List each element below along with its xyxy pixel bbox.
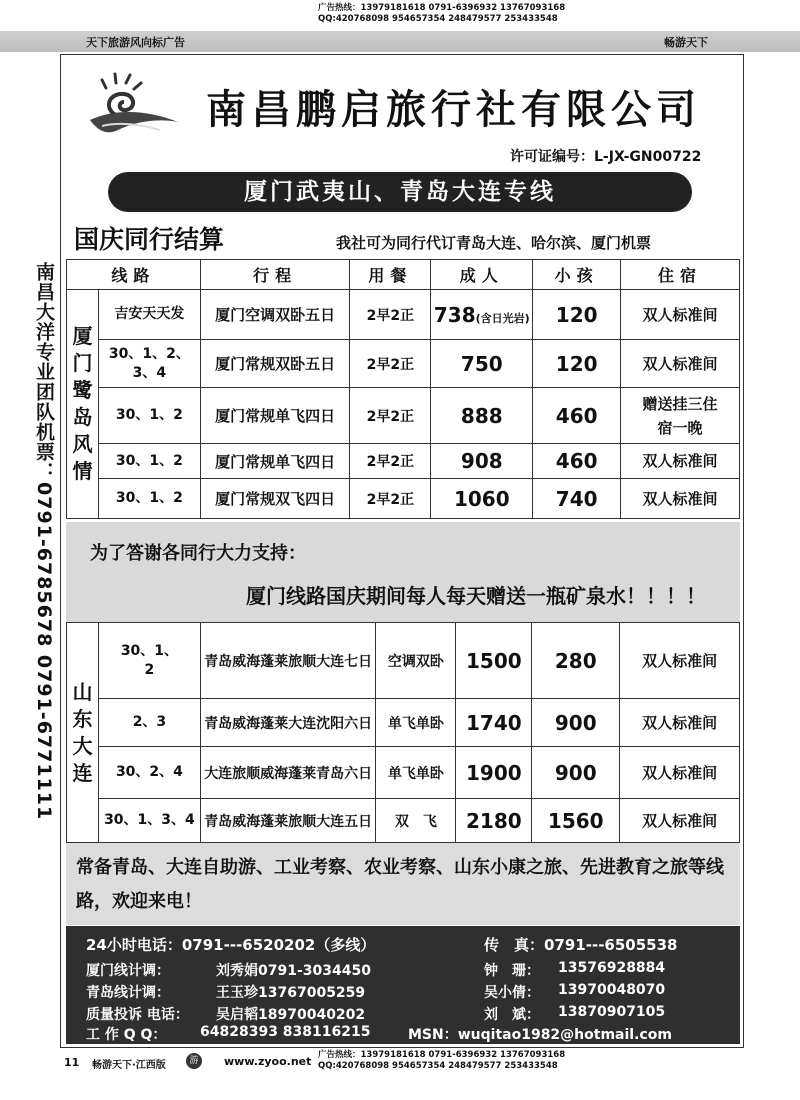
departure-dates: 30、1、2: [98, 388, 200, 444]
itinerary-name: 厦门空调双卧五日: [200, 290, 350, 340]
meals: 2早2正: [350, 388, 431, 444]
ticket-booking-note: 我社可为同行代订青岛大连、哈尔滨、厦门机票: [336, 234, 652, 252]
accommodation: 双人标准间: [621, 340, 740, 388]
departure-dates: 2、3: [98, 699, 200, 747]
meals: 2早2正: [350, 340, 431, 388]
header-accommodation: 住宿: [621, 260, 740, 290]
promo-thanks: 为了答谢各同行大力支持：: [90, 543, 306, 564]
header-child: 小孩: [533, 260, 621, 290]
transport: 单飞单卧: [376, 747, 456, 799]
departure-dates: 30、1、2: [98, 479, 200, 519]
meals: 2早2正: [350, 444, 431, 479]
liu-phone: 13870907105: [558, 1004, 666, 1020]
accommodation: 双人标准间: [621, 290, 740, 340]
magazine-badge-icon: 游: [186, 1053, 202, 1069]
table-header-row: [67, 260, 740, 290]
itinerary-name: 厦门常规单飞四日: [200, 444, 350, 479]
adult-price: 908: [431, 444, 533, 479]
adult-price: 750: [431, 340, 533, 388]
accommodation: 双人标准间: [620, 623, 740, 699]
accommodation: 双人标准间: [621, 479, 740, 519]
child-price: 460: [533, 388, 621, 444]
departure-dates: 30、1、2、3、4: [98, 340, 200, 388]
accommodation: 双人标准间: [620, 799, 740, 843]
magazine-name: 畅游天下·江西版: [92, 1060, 166, 1071]
adult-price-note: (含日光岩): [475, 311, 530, 325]
child-price: 1560: [532, 799, 620, 843]
header-hotline-line1: 广告热线：13979181618 0791-6396932 13767093168: [318, 3, 566, 13]
route-banner: 厦门武夷山、青岛大连专线: [108, 172, 692, 212]
hotline-24h: 24小时电话：0791---6520202（多线）: [86, 936, 376, 954]
license-number: 许可证编号：L-JX-GN00722: [510, 149, 702, 165]
footer-hotline-line1: 广告热线：13979181618 0791-6396932 13767093168: [318, 1050, 566, 1060]
shandong-price-table: [66, 622, 740, 843]
wu-label: 吴小倩：: [484, 985, 540, 1001]
table-row: [67, 444, 740, 479]
xiamen-group-label: 厦门鹭岛风情: [67, 290, 99, 519]
xiamen-planner-value: 刘秀娟0791-3034450: [216, 963, 371, 979]
table-row: [67, 388, 740, 444]
xiamen-planner-label: 厦门线计调：: [86, 963, 170, 979]
website-url: www.zyoo.net: [224, 1055, 312, 1068]
adult-price: 1060: [431, 479, 533, 519]
work-qq-label: 工 作 Q Q：: [86, 1027, 167, 1043]
adult-price: 888: [431, 388, 533, 444]
liu-label: 刘 斌：: [484, 1007, 540, 1023]
itinerary-name: 厦门常规单飞四日: [200, 388, 350, 444]
header-hotline: [318, 3, 565, 25]
promo-offer: 厦门线路国庆期间每人每天赠送一瓶矿泉水！！！！: [246, 584, 706, 608]
departure-dates: 30、2、4: [98, 747, 200, 799]
header-right-label: 畅游天下: [664, 36, 708, 49]
table-row: [67, 799, 740, 843]
table-row: [67, 699, 740, 747]
zhong-phone: 13576928884: [558, 960, 666, 976]
complaint-value: 吴启韬18970040202: [216, 1007, 366, 1023]
table-row: [67, 290, 740, 340]
accommodation: 双人标准间: [621, 444, 740, 479]
service-description: 常备青岛、大连自助游、工业考察、农业考察、山东小康之旅、先进教育之旅等线路，欢迎来电！: [66, 843, 740, 925]
transport: 双 飞: [376, 799, 456, 843]
header-left-label: 天下旅游风向标广告: [86, 36, 185, 49]
adult-price: [431, 290, 533, 340]
company-name: 南昌鹏启旅行社有限公司: [206, 86, 701, 133]
departure-dates: 吉安天天发: [98, 290, 200, 340]
transport: 空调双卧: [376, 623, 456, 699]
header-itinerary: 行程: [200, 260, 350, 290]
adult-price: 2180: [456, 799, 532, 843]
zhong-label: 钟 珊：: [484, 963, 540, 979]
table-row: [67, 747, 740, 799]
footer-hotline-line2: QQ:420768098 954657354 248479577 253433548: [318, 1061, 558, 1071]
adult-price: 1500: [456, 623, 532, 699]
shandong-group-label: 山东大连: [67, 623, 99, 843]
qingdao-planner-value: 王玉珍13767005259: [216, 985, 366, 1001]
itinerary-name: 青岛威海蓬莱大连沈阳六日: [200, 699, 376, 747]
accommodation: 赠送挂三住宿一晚: [621, 388, 740, 444]
child-price: 120: [533, 290, 621, 340]
header-route: 线路: [67, 260, 201, 290]
itinerary-name: 厦门常规双卧五日: [200, 340, 350, 388]
departure-dates: 30、1、2: [98, 623, 200, 699]
table-row: [67, 340, 740, 388]
header-meals: 用餐: [350, 260, 431, 290]
child-price: 120: [533, 340, 621, 388]
xiamen-price-table: [66, 259, 740, 519]
meals: 2早2正: [350, 290, 431, 340]
adult-price-value: 738: [433, 302, 476, 327]
adult-price: 1740: [456, 699, 532, 747]
contact-block: [66, 926, 740, 1044]
transport: 单飞单卧: [376, 699, 456, 747]
complaint-label: 质量投诉 电话：: [86, 1007, 189, 1023]
msn-address: MSN：wuqitao1982@hotmail.com: [408, 1027, 672, 1043]
fax-number: 传 真：0791---6505538: [484, 936, 678, 954]
table-row: [67, 623, 740, 699]
footer-hotline: [318, 1050, 565, 1072]
accommodation: 双人标准间: [620, 747, 740, 799]
itinerary-name: 青岛威海蓬莱旅顺大连七日: [200, 623, 376, 699]
adult-price: 1900: [456, 747, 532, 799]
work-qq-value: 64828393 838116215: [200, 1024, 371, 1040]
itinerary-name: 青岛威海蓬莱旅顺大连五日: [200, 799, 376, 843]
side-vertical-ad: 南昌大洋专业团队机票：0791-6785678 0791-6771111: [33, 262, 55, 821]
child-price: 900: [532, 747, 620, 799]
child-price: 460: [533, 444, 621, 479]
departure-dates: 30、1、2: [98, 444, 200, 479]
settlement-title: 国庆同行结算: [74, 225, 225, 254]
meals: 2早2正: [350, 479, 431, 519]
page-number: 11: [64, 1056, 80, 1069]
child-price: 280: [532, 623, 620, 699]
header-hotline-line2: QQ:420768098 954657354 248479577 253433548: [318, 14, 558, 24]
qingdao-planner-label: 青岛线计调：: [86, 985, 170, 1001]
wu-phone: 13970048070: [558, 982, 666, 998]
table-row: [67, 479, 740, 519]
header-adult: 成人: [431, 260, 533, 290]
itinerary-name: 厦门常规双飞四日: [200, 479, 350, 519]
child-price: 740: [533, 479, 621, 519]
accommodation: 双人标准间: [620, 699, 740, 747]
departure-dates: 30、1、3、4: [98, 799, 200, 843]
itinerary-name: 大连旅顺威海蓬莱青岛六日: [200, 747, 376, 799]
company-logo-icon: [88, 70, 180, 138]
child-price: 900: [532, 699, 620, 747]
